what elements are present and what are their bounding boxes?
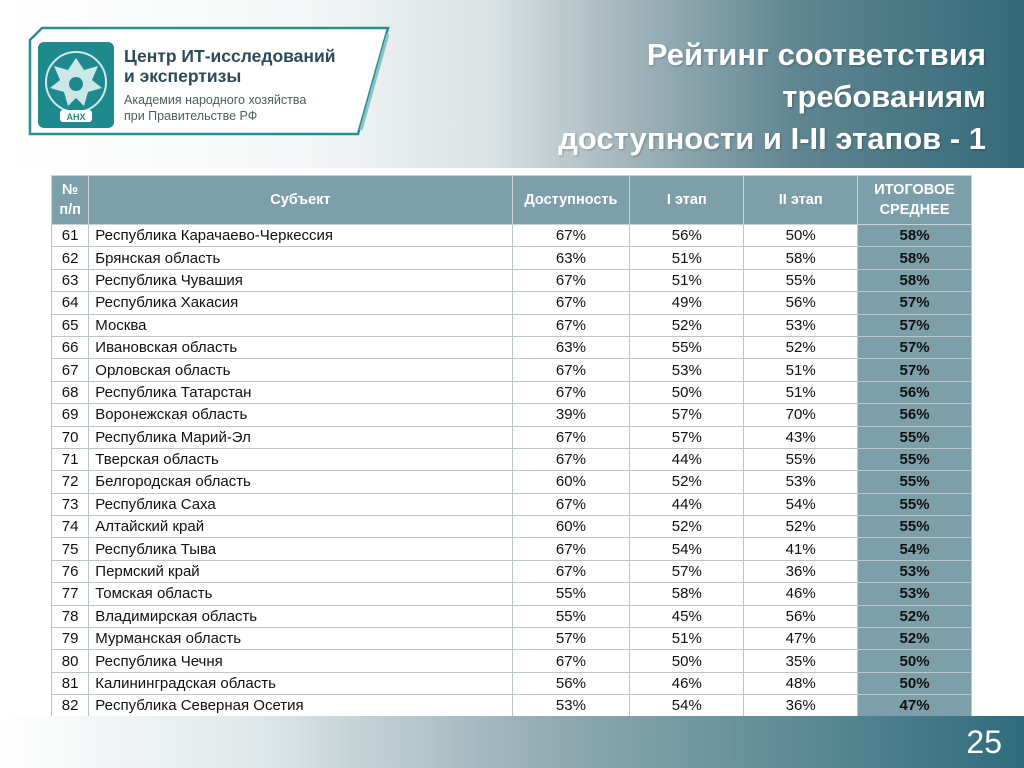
column-header-total (858, 176, 972, 225)
cell-stage1: 44% (630, 448, 744, 470)
cell-accessibility: 67% (512, 560, 630, 582)
table-row (52, 225, 972, 247)
cell-subject: Республика Карачаево-Черкессия (89, 225, 512, 247)
cell-stage1: 50% (630, 381, 744, 403)
cell-subject: Ивановская область (89, 336, 512, 358)
cell-stage2: 53% (744, 314, 858, 336)
cell-subject: Воронежская область (89, 404, 512, 426)
cell-stage1: 57% (630, 426, 744, 448)
org-name-line1: Центр ИТ-исследований (124, 46, 336, 66)
cell-total: 55% (858, 471, 972, 493)
cell-accessibility: 67% (512, 381, 630, 403)
page-number: 25 (966, 724, 1002, 760)
slide-header (0, 0, 1024, 168)
cell-stage2: 43% (744, 426, 858, 448)
column-header-accessibility: Доступность (512, 176, 630, 225)
table-row (52, 538, 972, 560)
cell-subject: Пермский край (89, 560, 512, 582)
column-header-subject: Субъект (89, 176, 512, 225)
cell-accessibility: 53% (512, 695, 630, 717)
cell-accessibility: 67% (512, 225, 630, 247)
table-row (52, 426, 972, 448)
cell-total: 58% (858, 225, 972, 247)
cell-stage1: 55% (630, 336, 744, 358)
cell-stage1: 44% (630, 493, 744, 515)
cell-accessibility: 67% (512, 359, 630, 381)
cell-stage2: 51% (744, 359, 858, 381)
cell-stage1: 52% (630, 314, 744, 336)
cell-accessibility: 60% (512, 516, 630, 538)
cell-number: 75 (52, 538, 89, 560)
cell-accessibility: 55% (512, 583, 630, 605)
cell-total: 50% (858, 650, 972, 672)
org-name-line2: и экспертизы (124, 66, 242, 86)
cell-accessibility: 39% (512, 404, 630, 426)
cell-total: 47% (858, 695, 972, 717)
cell-number: 74 (52, 516, 89, 538)
cell-total: 52% (858, 605, 972, 627)
column-header-total-line2: СРЕДНЕЕ (879, 202, 950, 218)
cell-number: 79 (52, 628, 89, 650)
cell-stage1: 53% (630, 359, 744, 381)
cell-stage2: 52% (744, 336, 858, 358)
table-row (52, 493, 972, 515)
cell-total: 55% (858, 516, 972, 538)
cell-total: 58% (858, 247, 972, 269)
title-line3: доступности и I-II этапов - 1 (558, 121, 986, 156)
cell-stage2: 41% (744, 538, 858, 560)
organization-logo (28, 26, 388, 136)
cell-accessibility: 67% (512, 650, 630, 672)
cell-total: 57% (858, 336, 972, 358)
cell-total: 57% (858, 359, 972, 381)
column-header-number-line2: п/п (59, 202, 81, 218)
org-sub-line1: Академия народного хозяйства (124, 93, 307, 107)
cell-total: 56% (858, 381, 972, 403)
cell-stage1: 51% (630, 628, 744, 650)
cell-number: 63 (52, 269, 89, 291)
cell-stage2: 46% (744, 583, 858, 605)
table-row (52, 292, 972, 314)
table-row (52, 359, 972, 381)
cell-stage2: 35% (744, 650, 858, 672)
cell-subject: Алтайский край (89, 516, 512, 538)
cell-subject: Калининградская область (89, 672, 512, 694)
title-line2: требованиям (782, 79, 986, 114)
cell-subject: Тверская область (89, 448, 512, 470)
cell-subject: Брянская область (89, 247, 512, 269)
cell-number: 71 (52, 448, 89, 470)
cell-subject: Владимирская область (89, 605, 512, 627)
cell-subject: Мурманская область (89, 628, 512, 650)
cell-subject: Республика Северная Осетия (89, 695, 512, 717)
cell-accessibility: 63% (512, 247, 630, 269)
cell-stage1: 54% (630, 538, 744, 560)
cell-accessibility: 55% (512, 605, 630, 627)
cell-number: 67 (52, 359, 89, 381)
column-header-number (52, 176, 89, 225)
cell-stage1: 57% (630, 560, 744, 582)
cell-accessibility: 67% (512, 538, 630, 560)
table-row (52, 560, 972, 582)
cell-number: 76 (52, 560, 89, 582)
cell-stage1: 56% (630, 225, 744, 247)
cell-stage1: 52% (630, 471, 744, 493)
cell-number: 73 (52, 493, 89, 515)
cell-number: 61 (52, 225, 89, 247)
cell-stage2: 36% (744, 560, 858, 582)
cell-subject: Москва (89, 314, 512, 336)
cell-accessibility: 67% (512, 269, 630, 291)
cell-stage1: 58% (630, 583, 744, 605)
cell-number: 69 (52, 404, 89, 426)
cell-number: 66 (52, 336, 89, 358)
rating-table (51, 175, 972, 718)
cell-total: 53% (858, 560, 972, 582)
org-sub-line2: при Правительстве РФ (124, 109, 258, 123)
cell-total: 57% (858, 292, 972, 314)
cell-accessibility: 60% (512, 471, 630, 493)
cell-stage2: 51% (744, 381, 858, 403)
cell-accessibility: 67% (512, 292, 630, 314)
cell-subject: Белгородская область (89, 471, 512, 493)
cell-subject: Орловская область (89, 359, 512, 381)
organization-subtitle (124, 92, 374, 124)
cell-number: 68 (52, 381, 89, 403)
table-row (52, 381, 972, 403)
cell-total: 58% (858, 269, 972, 291)
cell-stage2: 55% (744, 269, 858, 291)
eagle-emblem-icon (38, 42, 114, 128)
cell-stage2: 58% (744, 247, 858, 269)
title-line1: Рейтинг соответствия (646, 37, 986, 72)
column-header-stage2: II этап (744, 176, 858, 225)
cell-subject: Томская область (89, 583, 512, 605)
column-header-total-line1: ИТОГОВОЕ (874, 182, 955, 198)
cell-stage2: 56% (744, 605, 858, 627)
cell-accessibility: 67% (512, 314, 630, 336)
cell-total: 55% (858, 426, 972, 448)
cell-stage2: 70% (744, 404, 858, 426)
cell-subject: Республика Саха (89, 493, 512, 515)
organization-name (124, 46, 374, 86)
table-row (52, 605, 972, 627)
cell-accessibility: 56% (512, 672, 630, 694)
cell-subject: Республика Чечня (89, 650, 512, 672)
cell-number: 65 (52, 314, 89, 336)
cell-subject: Республика Хакасия (89, 292, 512, 314)
cell-stage1: 54% (630, 695, 744, 717)
cell-subject: Республика Татарстан (89, 381, 512, 403)
cell-total: 55% (858, 493, 972, 515)
cell-stage1: 51% (630, 247, 744, 269)
table-row (52, 583, 972, 605)
cell-total: 50% (858, 672, 972, 694)
cell-total: 54% (858, 538, 972, 560)
cell-stage2: 36% (744, 695, 858, 717)
table-body (52, 225, 972, 718)
cell-stage2: 47% (744, 628, 858, 650)
cell-number: 81 (52, 672, 89, 694)
cell-stage1: 49% (630, 292, 744, 314)
table-row (52, 336, 972, 358)
table-row (52, 471, 972, 493)
table-row (52, 404, 972, 426)
table-row (52, 695, 972, 717)
cell-accessibility: 67% (512, 426, 630, 448)
slide-title (426, 34, 986, 160)
cell-stage2: 52% (744, 516, 858, 538)
cell-stage1: 51% (630, 269, 744, 291)
cell-number: 78 (52, 605, 89, 627)
cell-stage1: 52% (630, 516, 744, 538)
cell-stage1: 46% (630, 672, 744, 694)
cell-number: 64 (52, 292, 89, 314)
cell-number: 82 (52, 695, 89, 717)
cell-subject: Республика Чувашия (89, 269, 512, 291)
cell-subject: Республика Тыва (89, 538, 512, 560)
cell-number: 62 (52, 247, 89, 269)
cell-number: 80 (52, 650, 89, 672)
table-row (52, 672, 972, 694)
cell-stage1: 50% (630, 650, 744, 672)
table-row (52, 314, 972, 336)
cell-stage2: 48% (744, 672, 858, 694)
cell-total: 57% (858, 314, 972, 336)
cell-stage2: 56% (744, 292, 858, 314)
table-row (52, 448, 972, 470)
table-header-row (52, 176, 972, 225)
cell-accessibility: 57% (512, 628, 630, 650)
cell-total: 52% (858, 628, 972, 650)
cell-total: 53% (858, 583, 972, 605)
cell-number: 72 (52, 471, 89, 493)
cell-stage1: 57% (630, 404, 744, 426)
cell-stage2: 53% (744, 471, 858, 493)
cell-stage2: 55% (744, 448, 858, 470)
cell-total: 56% (858, 404, 972, 426)
column-header-number-line1: № (62, 182, 79, 198)
cell-total: 55% (858, 448, 972, 470)
table-row (52, 628, 972, 650)
table-row (52, 269, 972, 291)
cell-accessibility: 67% (512, 448, 630, 470)
svg-text:АНХ: АНХ (66, 112, 86, 122)
cell-number: 70 (52, 426, 89, 448)
column-header-stage1: I этап (630, 176, 744, 225)
cell-accessibility: 63% (512, 336, 630, 358)
slide-footer (0, 716, 1024, 768)
cell-stage1: 45% (630, 605, 744, 627)
cell-number: 77 (52, 583, 89, 605)
cell-stage2: 50% (744, 225, 858, 247)
table-row (52, 650, 972, 672)
cell-stage2: 54% (744, 493, 858, 515)
cell-subject: Республика Марий-Эл (89, 426, 512, 448)
table-row (52, 516, 972, 538)
table-row (52, 247, 972, 269)
cell-accessibility: 67% (512, 493, 630, 515)
